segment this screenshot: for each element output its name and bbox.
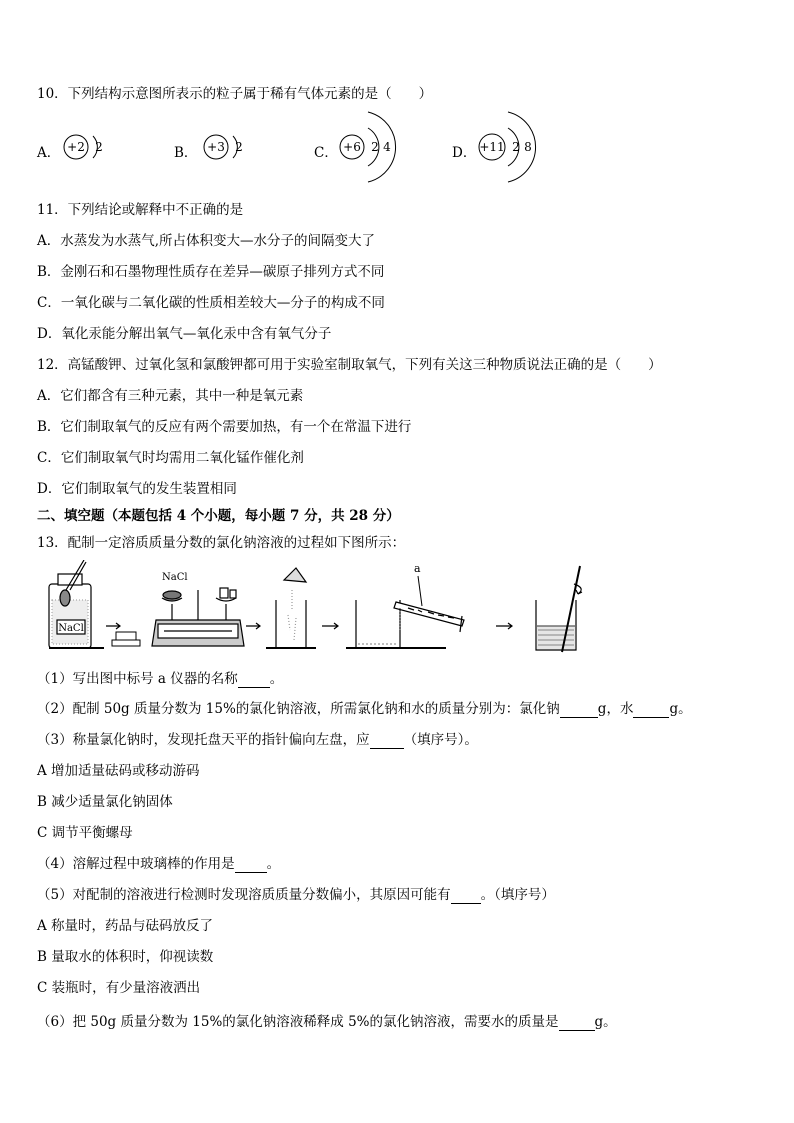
q13-sub2-mid: g，水	[597, 701, 634, 717]
q13-sub6-text: （6）把 50g 质量分数为 15%的氯化钠溶液稀释成 5%的氯化钠溶液，需要水的质量是	[37, 1014, 559, 1030]
q12-option-b[interactable]: B．它们制取氧气的反应有两个需要加热，有一个在常温下进行	[37, 419, 412, 435]
answer-blank-2b[interactable]	[633, 701, 669, 718]
q13-sub1-end: 。	[269, 671, 284, 687]
q13-sub2-text: （2）配制 50g 质量分数为 15%的氯化钠溶液，所需氯化钠和水的质量分别为：氯化钠	[37, 701, 560, 717]
q13-sub5-option-a[interactable]: A 称量时，药品与砝码放反了	[37, 918, 214, 934]
atom-structure-diagram-c	[337, 108, 437, 188]
q13-sub5	[37, 883, 555, 904]
atom-structure-diagram-b	[201, 133, 291, 191]
q10-option-a-label: A．	[37, 145, 61, 161]
beaker-cylinder	[346, 600, 464, 648]
q13-sub2-end: g。	[669, 701, 692, 717]
beaker-stirring	[536, 566, 582, 652]
stirring-figure	[492, 560, 602, 660]
answer-blank-6[interactable]	[559, 1014, 595, 1031]
q13-sub1	[37, 667, 283, 688]
q10-option-d-label: D．	[452, 145, 477, 161]
q10-option-b-label: B．	[174, 145, 198, 161]
q13-stem: 13．配制一定溶质质量分数的氯化钠溶液的过程如下图所示：	[37, 535, 406, 551]
balance-scale	[152, 588, 244, 646]
q12-option-d[interactable]: D．它们制取氧气的发生装置相同	[37, 481, 237, 497]
q13-sub5-option-b[interactable]: B 量取水的体积时，仰视读数	[37, 949, 214, 965]
shell-electrons-d-2: 8	[524, 140, 532, 154]
atom-structure-diagram-d	[476, 108, 576, 188]
shell-electrons-c-1: 2	[371, 140, 379, 154]
nucleus-charge-b: +3	[207, 140, 225, 154]
arrow-icon	[106, 623, 120, 629]
q10-stem: 10．下列结构示意图所表示的粒子属于稀有气体元素的是（ ）	[37, 86, 433, 102]
answer-blank-4[interactable]	[235, 856, 267, 873]
section-heading: 二、填空题（本题包括 4 个小题，每小题 7 分，共 28 分）	[37, 508, 400, 524]
answer-blank-3[interactable]	[370, 732, 404, 749]
arrow-icon	[496, 623, 512, 629]
cylinder-label: a	[414, 562, 421, 575]
balance-label: NaCl	[162, 572, 188, 583]
q13-sub5-end: 。（填序号）	[480, 887, 555, 903]
arrow-icon	[246, 623, 260, 629]
answer-blank-1[interactable]	[238, 671, 270, 688]
shell-electrons-d-1: 2	[512, 140, 520, 154]
beaker-solid	[266, 568, 316, 648]
nucleus-charge-c: +6	[343, 140, 361, 154]
q13-sub6	[37, 1010, 617, 1031]
q11-stem: 11．下列结论或解释中不正确的是	[37, 202, 244, 218]
q12-option-a[interactable]: A．它们都含有三种元素，其中一种是氧元素	[37, 388, 304, 404]
q13-sub5-option-c[interactable]: C 装瓶时，有少量溶液洒出	[37, 980, 201, 996]
q13-sub3-option-a[interactable]: A 增加适量砝码或移动游码	[37, 763, 200, 779]
nucleus-charge-d: +11	[479, 140, 505, 154]
q13-sub3	[37, 728, 478, 749]
q10-options	[37, 133, 557, 191]
q11-option-a[interactable]: A．水蒸发为水蒸气,所占体积变大—水分子的间隔变大了	[37, 233, 376, 249]
atom-structure-diagram-a	[61, 133, 151, 191]
bottle-label: NaCl	[58, 623, 84, 634]
q11-option-b[interactable]: B．金刚石和石墨物理性质存在差异—碳原子排列方式不同	[37, 264, 385, 280]
q13-sub3-option-b[interactable]: B 减少适量氯化钠固体	[37, 794, 173, 810]
q10-option-c-label: C．	[314, 145, 338, 161]
shell-electrons-a-1: 2	[95, 140, 103, 154]
reagent-bottle	[49, 560, 91, 648]
q13-sub6-end: g。	[594, 1014, 617, 1030]
q13-sub3-text: （3）称量氯化钠时，发现托盘天平的指针偏向左盘，应	[37, 732, 370, 748]
answer-blank-2a[interactable]	[560, 701, 598, 718]
q13-sub4-end: 。	[266, 856, 281, 872]
q13-sub1-text: （1）写出图中标号 a 仪器的名称	[37, 671, 238, 687]
q13-sub4	[37, 852, 280, 873]
q11-option-c[interactable]: C．一氧化碳与二氧化碳的性质相差较大—分子的构成不同	[37, 295, 385, 311]
q11-option-d[interactable]: D．氧化汞能分解出氧气—氧化汞中含有氧气分子	[37, 326, 332, 342]
nucleus-charge-a: +2	[67, 140, 85, 154]
q12-stem: 12．高锰酸钾、过氧化氢和氯酸钾都可用于实验室制取氧气，下列有关这三种物质说法正确的是（ ）	[37, 357, 662, 373]
shell-electrons-c-2: 4	[383, 140, 391, 154]
solution-preparation-figure	[44, 560, 484, 660]
q13-sub2	[37, 697, 692, 718]
q13-sub4-text: （4）溶解过程中玻璃棒的作用是	[37, 856, 235, 872]
q12-option-c[interactable]: C．它们制取氧气时均需用二氧化锰作催化剂	[37, 450, 304, 466]
q13-sub3-option-c[interactable]: C 调节平衡螺母	[37, 825, 133, 841]
shell-electrons-b-1: 2	[235, 140, 243, 154]
answer-blank-5[interactable]	[451, 887, 481, 904]
arrow-icon	[322, 623, 338, 629]
q13-sub5-text: （5）对配制的溶液进行检测时发现溶质质量分数偏小，其原因可能有	[37, 887, 451, 903]
q13-sub3-end: （填序号）。	[403, 732, 478, 748]
